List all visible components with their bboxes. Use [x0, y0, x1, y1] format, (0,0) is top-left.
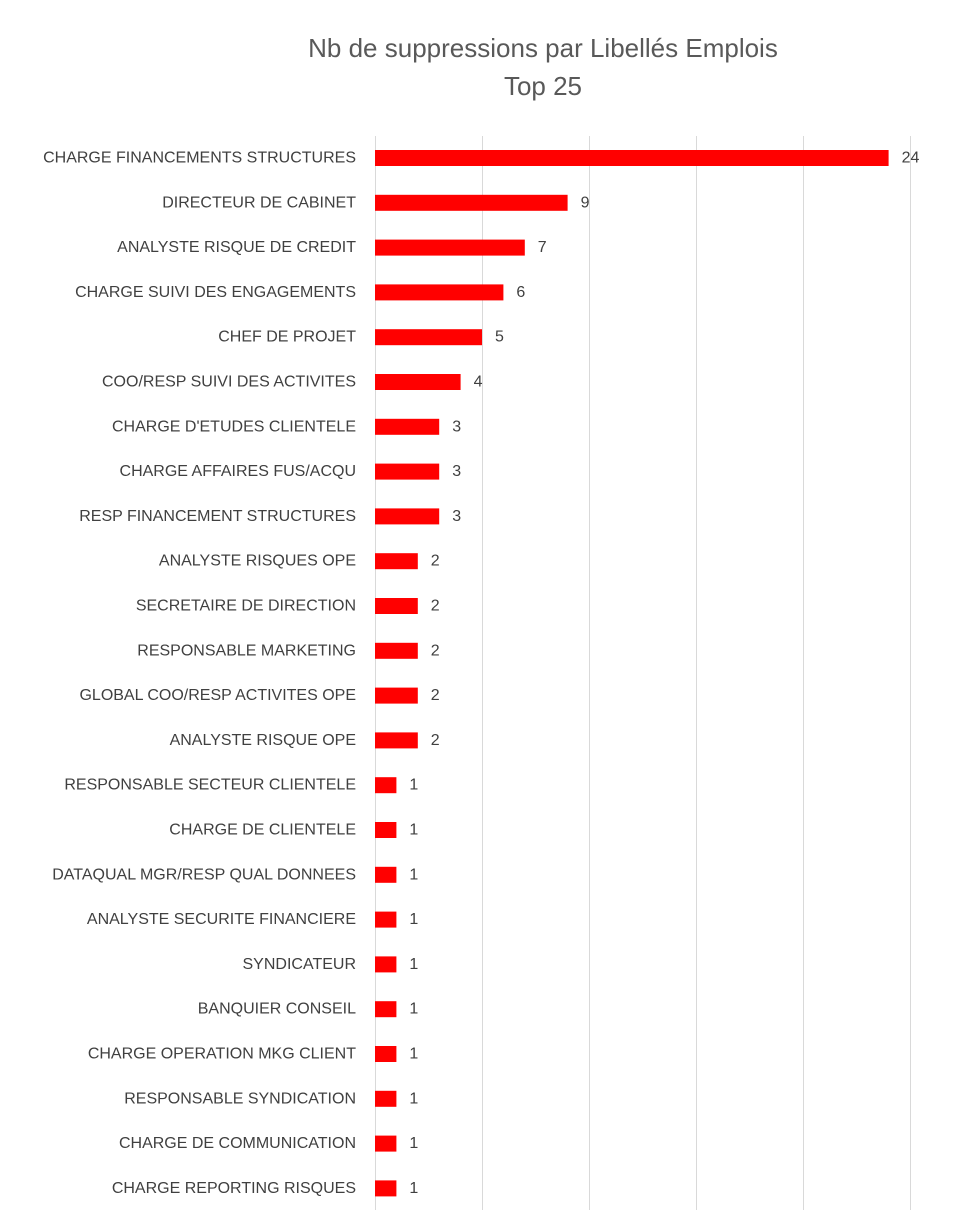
bar [375, 419, 439, 435]
category-label: CHARGE FINANCEMENTS STRUCTURES [43, 149, 356, 167]
data-label: 2 [430, 642, 440, 660]
data-label: 2 [430, 687, 440, 705]
category-label: CHEF DE PROJET [218, 328, 356, 346]
category-label: BANQUIER CONSEIL [197, 1000, 356, 1018]
bar [375, 284, 503, 300]
bar [375, 1046, 396, 1062]
bar [375, 1180, 396, 1196]
bar [375, 329, 482, 345]
data-label: 2 [430, 731, 440, 749]
category-label: DATAQUAL MGR/RESP QUAL DONNEES [52, 866, 356, 884]
bar [375, 912, 396, 928]
data-label: 1 [409, 1090, 419, 1108]
data-label: 1 [409, 1179, 419, 1197]
category-label: CHARGE D'ETUDES CLIENTELE [112, 418, 356, 436]
category-label: SYNDICATEUR [242, 955, 356, 973]
category-label: CHARGE DE CLIENTELE [169, 821, 356, 839]
bar [375, 598, 418, 614]
data-label: 6 [516, 283, 526, 301]
data-label: 1 [409, 1045, 419, 1063]
bar [375, 508, 439, 524]
data-label: 3 [452, 507, 462, 525]
category-label: RESP FINANCEMENT STRUCTURES [79, 507, 356, 525]
chart-subtitle: Top 25 [503, 71, 583, 101]
data-label: 24 [901, 149, 920, 167]
chart-title: Nb de suppressions par Libellés Emplois [308, 33, 778, 63]
bar [375, 777, 396, 793]
category-labels [43, 150, 356, 1197]
bar [375, 1091, 396, 1107]
category-label: DIRECTEUR DE CABINET [162, 194, 356, 212]
bar [375, 240, 525, 256]
category-label: COO/RESP SUIVI DES ACTIVITES [102, 373, 356, 391]
bar [375, 1001, 396, 1017]
data-label: 4 [473, 373, 483, 391]
data-label: 3 [452, 463, 462, 481]
data-label: 1 [409, 821, 419, 839]
bar [375, 195, 568, 211]
category-label: ANALYSTE RISQUE OPE [169, 731, 356, 749]
bar [375, 643, 418, 659]
bar [375, 150, 889, 166]
bar [375, 956, 396, 972]
bar [375, 867, 396, 883]
category-label: RESPONSABLE SECTEUR CLIENTELE [64, 776, 356, 794]
category-label: CHARGE OPERATION MKG CLIENT [87, 1045, 356, 1063]
category-label: RESPONSABLE MARKETING [137, 642, 356, 660]
category-label: SECRETAIRE DE DIRECTION [135, 597, 356, 615]
data-label: 7 [537, 239, 547, 257]
category-label: RESPONSABLE SYNDICATION [124, 1090, 356, 1108]
data-label: 2 [430, 552, 440, 570]
data-label: 2 [430, 597, 440, 615]
category-label: ANALYSTE SECURITE FINANCIERE [86, 911, 356, 929]
bar [375, 374, 461, 390]
category-label: CHARGE AFFAIRES FUS/ACQU [119, 463, 356, 481]
bar [375, 464, 439, 480]
category-label: ANALYSTE RISQUES OPE [158, 552, 356, 570]
category-label: ANALYSTE RISQUE DE CREDIT [117, 239, 356, 257]
category-label: CHARGE REPORTING RISQUES [111, 1179, 356, 1197]
data-labels [409, 150, 919, 1197]
data-label: 1 [409, 776, 419, 794]
data-label: 1 [409, 911, 419, 929]
data-label: 1 [409, 1135, 419, 1153]
data-label: 5 [495, 328, 504, 346]
data-label: 3 [452, 418, 462, 436]
category-label: GLOBAL COO/RESP ACTIVITES OPE [79, 687, 356, 705]
bar [375, 688, 418, 704]
bar [375, 553, 418, 569]
category-label: CHARGE DE COMMUNICATION [118, 1135, 356, 1153]
data-label: 1 [409, 955, 419, 973]
bar [375, 1136, 396, 1152]
bars [375, 150, 889, 1196]
bar [375, 822, 396, 838]
data-label: 1 [409, 866, 419, 884]
data-label: 1 [409, 1000, 419, 1018]
category-label: CHARGE SUIVI DES ENGAGEMENTS [75, 283, 356, 301]
data-label: 9 [580, 194, 590, 212]
bar [375, 732, 418, 748]
